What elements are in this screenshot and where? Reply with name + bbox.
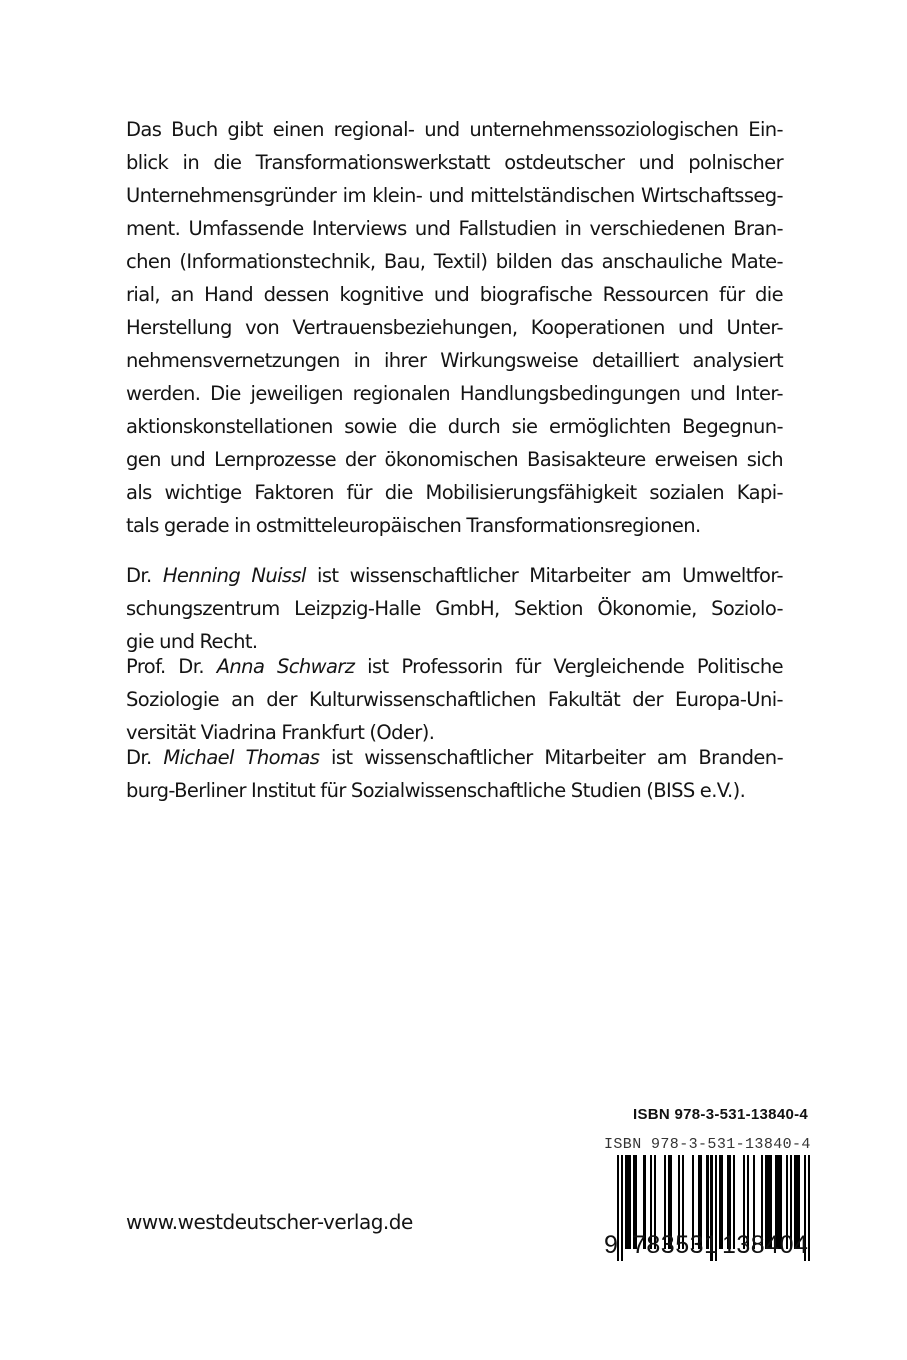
isbn-barcode [604,1136,814,1266]
barcode-digits-left: 783531 [632,1231,719,1259]
description-line: Unternehmensgründer im klein- und mittelständischen Wirtschaftsseg- [126,184,783,207]
author-title: Dr. [126,746,152,769]
author-bio-text: ist Professorin für Vergleichende Politische [367,655,784,678]
description-line: Das Buch gibt einen regional- und unternehmenssoziologischen Ein- [126,118,783,141]
description-line: Herstellung von Vertrauensbeziehungen, Kooperationen und Unter- [126,316,783,339]
description-line: als wichtige Faktoren für die Mobilisierungsfähigkeit sozialen Kapi- [126,481,783,504]
author-title: Prof. Dr. [126,655,204,678]
author-bio-first-line [126,559,783,592]
author-bio-line: gie und Recht. [126,630,258,653]
publisher-url: www.westdeutscher-verlag.de [126,1210,413,1234]
barcode-header-text: ISBN 978-3-531-13840-4 [604,1136,811,1153]
isbn-label: ISBN 978-3-531-13840-4 [633,1106,809,1123]
author-title: Dr. [126,564,152,587]
barcode-digit-first: 9 [604,1231,619,1259]
description-line: blick in die Transformationswerkstatt ostdeutscher und polnischer [126,151,783,174]
barcode-bar [621,1155,623,1261]
author-bio-line: Soziologie an der Kulturwissenschaftlichen Fakultät der Europa-Uni- [126,688,783,711]
description-line: werden. Die jeweiligen regionalen Handlungsbedingungen und Inter- [126,382,783,405]
description-line: tals gerade in ostmitteleuropäischen Transformationsregionen. [126,514,701,537]
author-name: Michael Thomas [163,746,320,769]
barcode-digits-right: 138404 [722,1231,809,1259]
description-line: chen (Informationstechnik, Bau, Textil) bilden das anschauliche Mate- [126,250,783,273]
description-line: nehmensvernetzungen in ihrer Wirkungsweise detailliert analysiert [126,349,783,372]
author-name: Henning Nuissl [162,564,306,587]
description-paragraph [126,113,783,542]
author-bio-first-line [126,741,783,774]
description-line: rial, an Hand dessen kognitive und biografische Ressourcen für die [126,283,783,306]
author-bio-text: ist wissenschaftlicher Mitarbeiter am Umweltfor- [317,564,783,587]
author-name: Anna Schwarz [216,655,355,678]
author-bio-nuissl [126,559,783,658]
author-bio-first-line [126,650,783,683]
author-bio-schwarz [126,650,783,749]
author-bio-text: ist wissenschaftlicher Mitarbeiter am Branden- [331,746,783,769]
author-bio-line: burg-Berliner Institut für Sozialwissenschaftliche Studien (BISS e.V.). [126,779,746,802]
description-line: gen und Lernprozesse der ökonomischen Basisakteure erweisen sich [126,448,783,471]
author-bio-line: schungszentrum Leizpzig-Halle GmbH, Sektion Ökonomie, Soziolo- [126,597,783,620]
description-line: ment. Umfassende Interviews und Fallstudien in verschiedenen Bran- [126,217,783,240]
author-bio-line: versität Viadrina Frankfurt (Oder). [126,721,435,744]
author-bio-thomas [126,741,783,807]
description-line: aktionskonstellationen sowie die durch sie ermöglichten Begegnun- [126,415,783,438]
